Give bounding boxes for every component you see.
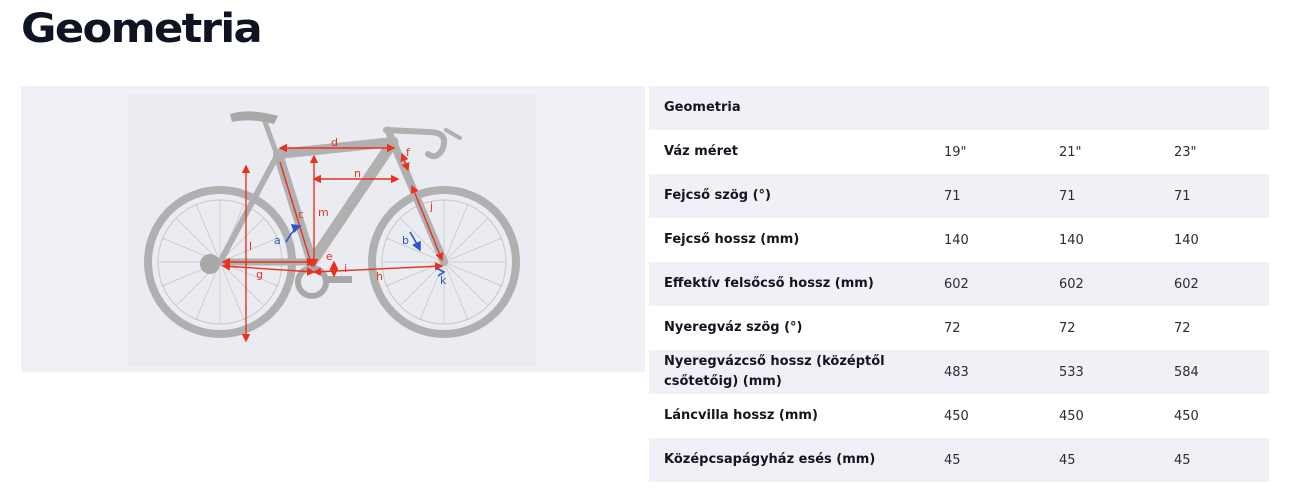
row-value: 45 [1174, 438, 1269, 482]
label-e: e [326, 250, 333, 263]
label-m: m [318, 206, 329, 219]
row-value: 45 [1059, 438, 1174, 482]
row-value: 602 [944, 262, 1059, 306]
row-value: 72 [944, 320, 961, 336]
row-value: 71 [1174, 174, 1269, 218]
row-value: 450 [1174, 408, 1199, 424]
row-value: 450 [1059, 408, 1084, 424]
table-row [649, 262, 1269, 306]
cassette [200, 254, 220, 274]
label-l: l [249, 240, 253, 253]
row-value: 140 [944, 232, 969, 248]
table-header: Geometria [649, 86, 1269, 130]
label-n: n [354, 167, 361, 180]
row-value: 140 [1174, 232, 1199, 248]
geometry-figure-panel [21, 86, 645, 372]
geometry-table [649, 86, 1269, 482]
line-c [280, 162, 312, 266]
table-header-row [649, 86, 1269, 130]
label-j: j [430, 200, 434, 213]
label-c: c [298, 208, 305, 221]
row-value: 483 [944, 350, 1059, 394]
table-row [649, 438, 1269, 482]
table-row [649, 394, 1269, 438]
row-label: Effektív felsőcső hossz (mm) [649, 262, 944, 306]
row-value: 72 [1059, 320, 1076, 336]
row-value: 71 [1059, 174, 1174, 218]
row-label: Nyeregváz szög (°) [664, 320, 803, 335]
row-value: 19" [944, 144, 967, 160]
page-title: Geometria [21, 6, 262, 52]
row-value: 72 [1174, 320, 1191, 336]
row-label: Nyeregvázcső hossz (középtől csőtetőig) (mm) [649, 350, 944, 394]
row-label: Fejcső hossz (mm) [664, 232, 800, 247]
label-i: i [344, 262, 348, 275]
table-row [649, 130, 1269, 174]
label-k: k [440, 274, 447, 287]
row-value: 23" [1174, 144, 1197, 160]
row-label: Láncvilla hossz (mm) [664, 408, 818, 423]
label-a: a [274, 234, 281, 247]
label-d: d [331, 136, 338, 149]
row-label: Váz méret [664, 144, 739, 159]
table-row [649, 306, 1269, 350]
label-b: b [402, 234, 409, 247]
row-value: 71 [944, 174, 1059, 218]
row-value: 140 [1059, 232, 1084, 248]
row-label: Középcsapágyház esés (mm) [649, 438, 944, 482]
label-f: f [406, 146, 410, 159]
table-row [649, 218, 1269, 262]
row-value: 602 [1059, 262, 1174, 306]
saddle [230, 111, 278, 124]
label-g: g [256, 268, 263, 281]
row-value: 45 [944, 438, 1059, 482]
bike-geometry-diagram [128, 94, 536, 366]
row-value: 533 [1059, 350, 1174, 394]
table-row [649, 350, 1269, 394]
row-value: 450 [944, 408, 969, 424]
line-j [412, 186, 442, 260]
bike-geometry-svg [128, 94, 536, 366]
label-h: h [376, 270, 383, 283]
row-value: 602 [1174, 262, 1269, 306]
row-value: 21" [1059, 144, 1082, 160]
pedal [328, 276, 352, 283]
row-value: 584 [1174, 350, 1269, 394]
row-label: Fejcső szög (°) [649, 174, 944, 218]
table-row [649, 174, 1269, 218]
arc-b [410, 232, 420, 250]
